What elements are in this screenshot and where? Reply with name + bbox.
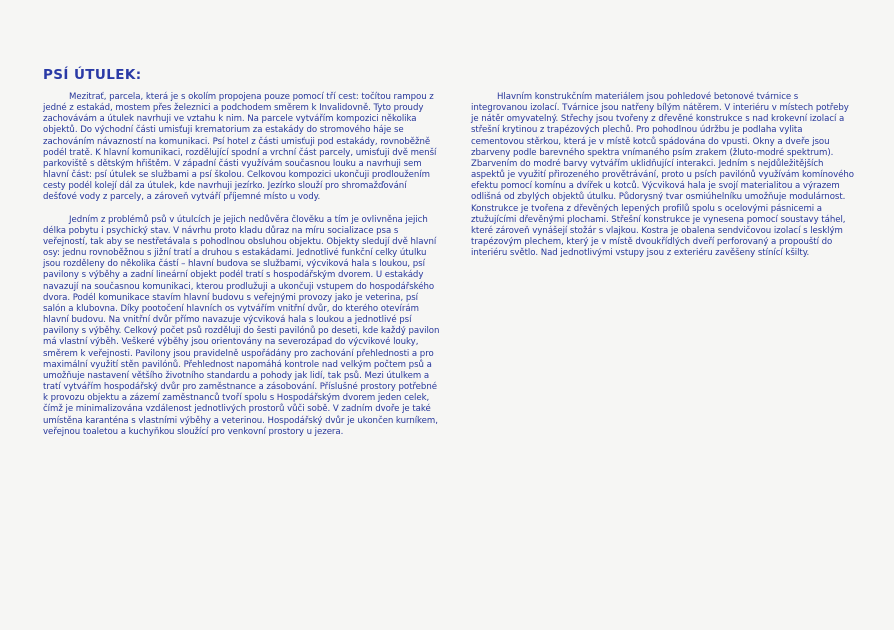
- right-text-column: [471, 92, 856, 270]
- paragraph-construction-materials: Hlavním konstrukčním materiálem jsou pohledové betonové tvárnice s integrovanou izolací. Tvárnice jsou natřeny bílým nátěrem. V interiéru v místech potřeby je nátěr omyvatelný. Střechy jsou tvořeny z dřevěné konstrukce s nad krokevní izolací a střešní krytinou z trapézových plechů. Pro pohodlnou údržbu je podlaha vylita cementovou stěrkou, která je v místě kotců spádována do vpusti. Okny a dveře jsou zbarveny podle barevného spektra vnímaného psím zrakem (žluto-modré spektrum). Zbarvením do modré barvy vytvářím uklidňující interakci. Jedním s nejdůležitějších aspektů je využití přirozeného provětrávání, proto u psích pavilónů využívám komínového efektu pomocí komínu a dvířek u kotců. Výcviková hala je svojí materialitou a výrazem odlišná od zbylých objektů útulku. Půdorysný tvar osmiúhelníku umožňuje modulárnost. Konstrukce je tvořena z dřevěných lepených profilů spolu s ocelovými pásnicemi a ztužujícími dřevěnými plochami. Střešní konstrukce je vynesena pomocí soustavy táhel, které zároveň vynášejí stožár s vlajkou. Kostra je obalena sendvičovou izolací s lesklým trapézovým plechem, který je v místě dvoukřídlých dveří perforovaný a propouští do interiéru světlo. Nad jednotlivými vstupy jsou z exteriéru zavěšeny stínící kšilty.: [471, 92, 854, 259]
- paragraph-layout-socialization: Jedním z problémů psů v útulcích je jejich nedůvěra člověku a tím je ovlivněna jejich délka pobytu i psychický stav. V návrhu proto kladu důraz na míru socializace psa s veřejností, tak aby se nestřetávala s pohodlnou obsluhou objektu. Objekty sledují dvě hlavní osy: jednu rovnoběžnou s jižní tratí a druhou s estakádami. Jednotlivé funkční celky útulku jsou rozděleny do několika částí – hlavní budova se službami, výcviková hala s loukou, psí pavilony s výběhy a zadní lineární objekt podél tratí s hospodářským dvorem. U estakády navazují na současnou komunikaci, kterou prodlužuji a ukončuji vstupem do hospodářského dvora. Podél komunikace stavím hlavní budovu s veřejnými provozy jako je veterina, psí salón a klubovna. Díky pootočení hlavních os vytvářím vnitřní dvůr, do kterého otevírám hlavní budovu. Na vnitřní dvůr přímo navazuje výcviková hala s loukou a jednotlivé psí pavilony s výběhy. Celkový počet psů rozděluji do šesti pavilónů po deseti, kde každý pavilon má vlastní výběh. Veškeré výběhy jsou orientovány na severozápad do výcvikové louky, směrem k veřejnosti. Pavilony jsou pravidelně uspořádány pro zachování přehlednosti a pro maximální využití stěn pavilónů. Přehlednost napomáhá kontrole nad velkým počtem psů a umožňuje nastavení většího životního standardu a pohody jak lidí, tak psů. Mezi útulkem a tratí vytvářím hospodářský dvůr pro zaměstnance a zásobování. Příslušné prostory potřebné k provozu objektu a zázemí zaměstnanců tvoří spolu s Hospodářským dvorem jeden celek, čímž je minimalizována vzdálenost jednotlivých prostorů vůči sobě. V zadním dvoře je také umístěna karanténa s vlastními výběhy a veterinou. Hospodářský dvůr je ukončen kurníkem, veřejnou toaletou a kuchyňkou sloužící pro venkovní prostory u jezera.: [43, 214, 440, 437]
- page-title: PSÍ ÚTULEK:: [43, 67, 142, 83]
- left-text-column: [43, 92, 441, 449]
- paragraph-site-composition: Mezitrať, parcela, která je s okolím propojena pouze pomocí tří cest: točítou rampou z jedné z estakád, mostem přes železnici a podchodem směrem k Invalidovně. Tyto proudy zachovávám a útulek navrhuji ve vztahu k nim. Na parcele vytvářím kompozici několika objektů. Do východní části umisťuji krematorium za estakády do stromového háje se zachováním návazností na komunikaci. Psí hotel z části umisťuji pod estakády, rovnoběžně podél tratě. K hlavní komunikaci, rozdělující spodní a vrchní část parcely, umisťuji dvě menší parkoviště s dětským hřištěm. V západní části využívám současnou louku a navrhuji sem hlavní část: psí útulek se službami a psí školou. Celkovou kompozici ukončuji prodloužením cesty podél kolejí dál za útulek, kde navrhuji jezírko. Jezírko slouží pro shromažďování dešťové vody z parcely, a zároveň vytváří příjemné místo u vody.: [43, 92, 437, 203]
